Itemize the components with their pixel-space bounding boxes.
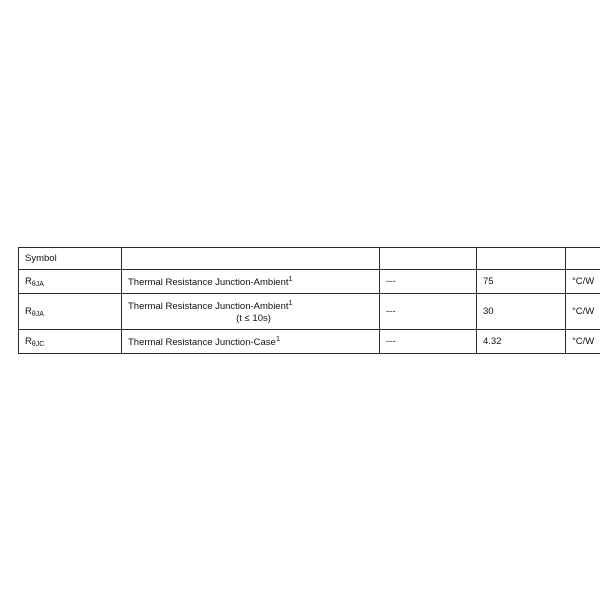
parameter-condition-text: (t ≤ 10s)	[236, 313, 271, 325]
cell-min: ---	[380, 329, 477, 353]
symbol-text	[25, 276, 44, 287]
column-header-value	[477, 248, 566, 270]
symbol-text	[25, 306, 44, 317]
cell-symbol	[19, 329, 122, 353]
table-row	[19, 270, 600, 294]
cell-symbol	[19, 294, 122, 330]
table-header-row	[19, 248, 600, 270]
cell-unit: °C/W	[566, 294, 600, 330]
column-header-parameter	[122, 248, 380, 270]
parameter-text: Thermal Resistance Junction-Ambient	[128, 277, 289, 289]
symbol-text	[25, 336, 44, 347]
cell-value: 4.32	[477, 329, 566, 353]
cell-value: 75	[477, 270, 566, 294]
column-header-unit	[566, 248, 600, 270]
column-header-symbol: Symbol	[19, 248, 122, 270]
cell-unit: °C/W	[566, 329, 600, 353]
parameter-text: Thermal Resistance Junction-Ambient	[128, 301, 289, 313]
cell-unit: °C/W	[566, 270, 600, 294]
cell-symbol	[19, 270, 122, 294]
cell-value: 30	[477, 294, 566, 330]
symbol-base: R	[25, 305, 32, 317]
thermal-characteristics-table	[18, 247, 600, 354]
parameter-footnote-marker: 1	[288, 274, 293, 283]
cell-min: ---	[380, 294, 477, 330]
cell-parameter	[122, 270, 380, 294]
symbol-subscript: θJC	[31, 340, 45, 348]
thermal-characteristics-table-wrapper	[18, 247, 595, 354]
parameter-footnote-marker: 1	[288, 298, 293, 308]
parameter-text: Thermal Resistance Junction-Case	[128, 337, 276, 349]
cell-parameter	[122, 294, 380, 330]
parameter-footnote-marker: 1	[275, 333, 281, 343]
cell-min: ---	[380, 270, 477, 294]
symbol-subscript: θJA	[31, 310, 44, 318]
symbol-base: R	[25, 275, 32, 287]
table-row	[19, 294, 600, 330]
table-row	[19, 329, 600, 353]
symbol-subscript: θJA	[31, 280, 44, 288]
column-header-min	[380, 248, 477, 270]
symbol-base: R	[25, 335, 32, 347]
cell-parameter	[122, 329, 380, 353]
